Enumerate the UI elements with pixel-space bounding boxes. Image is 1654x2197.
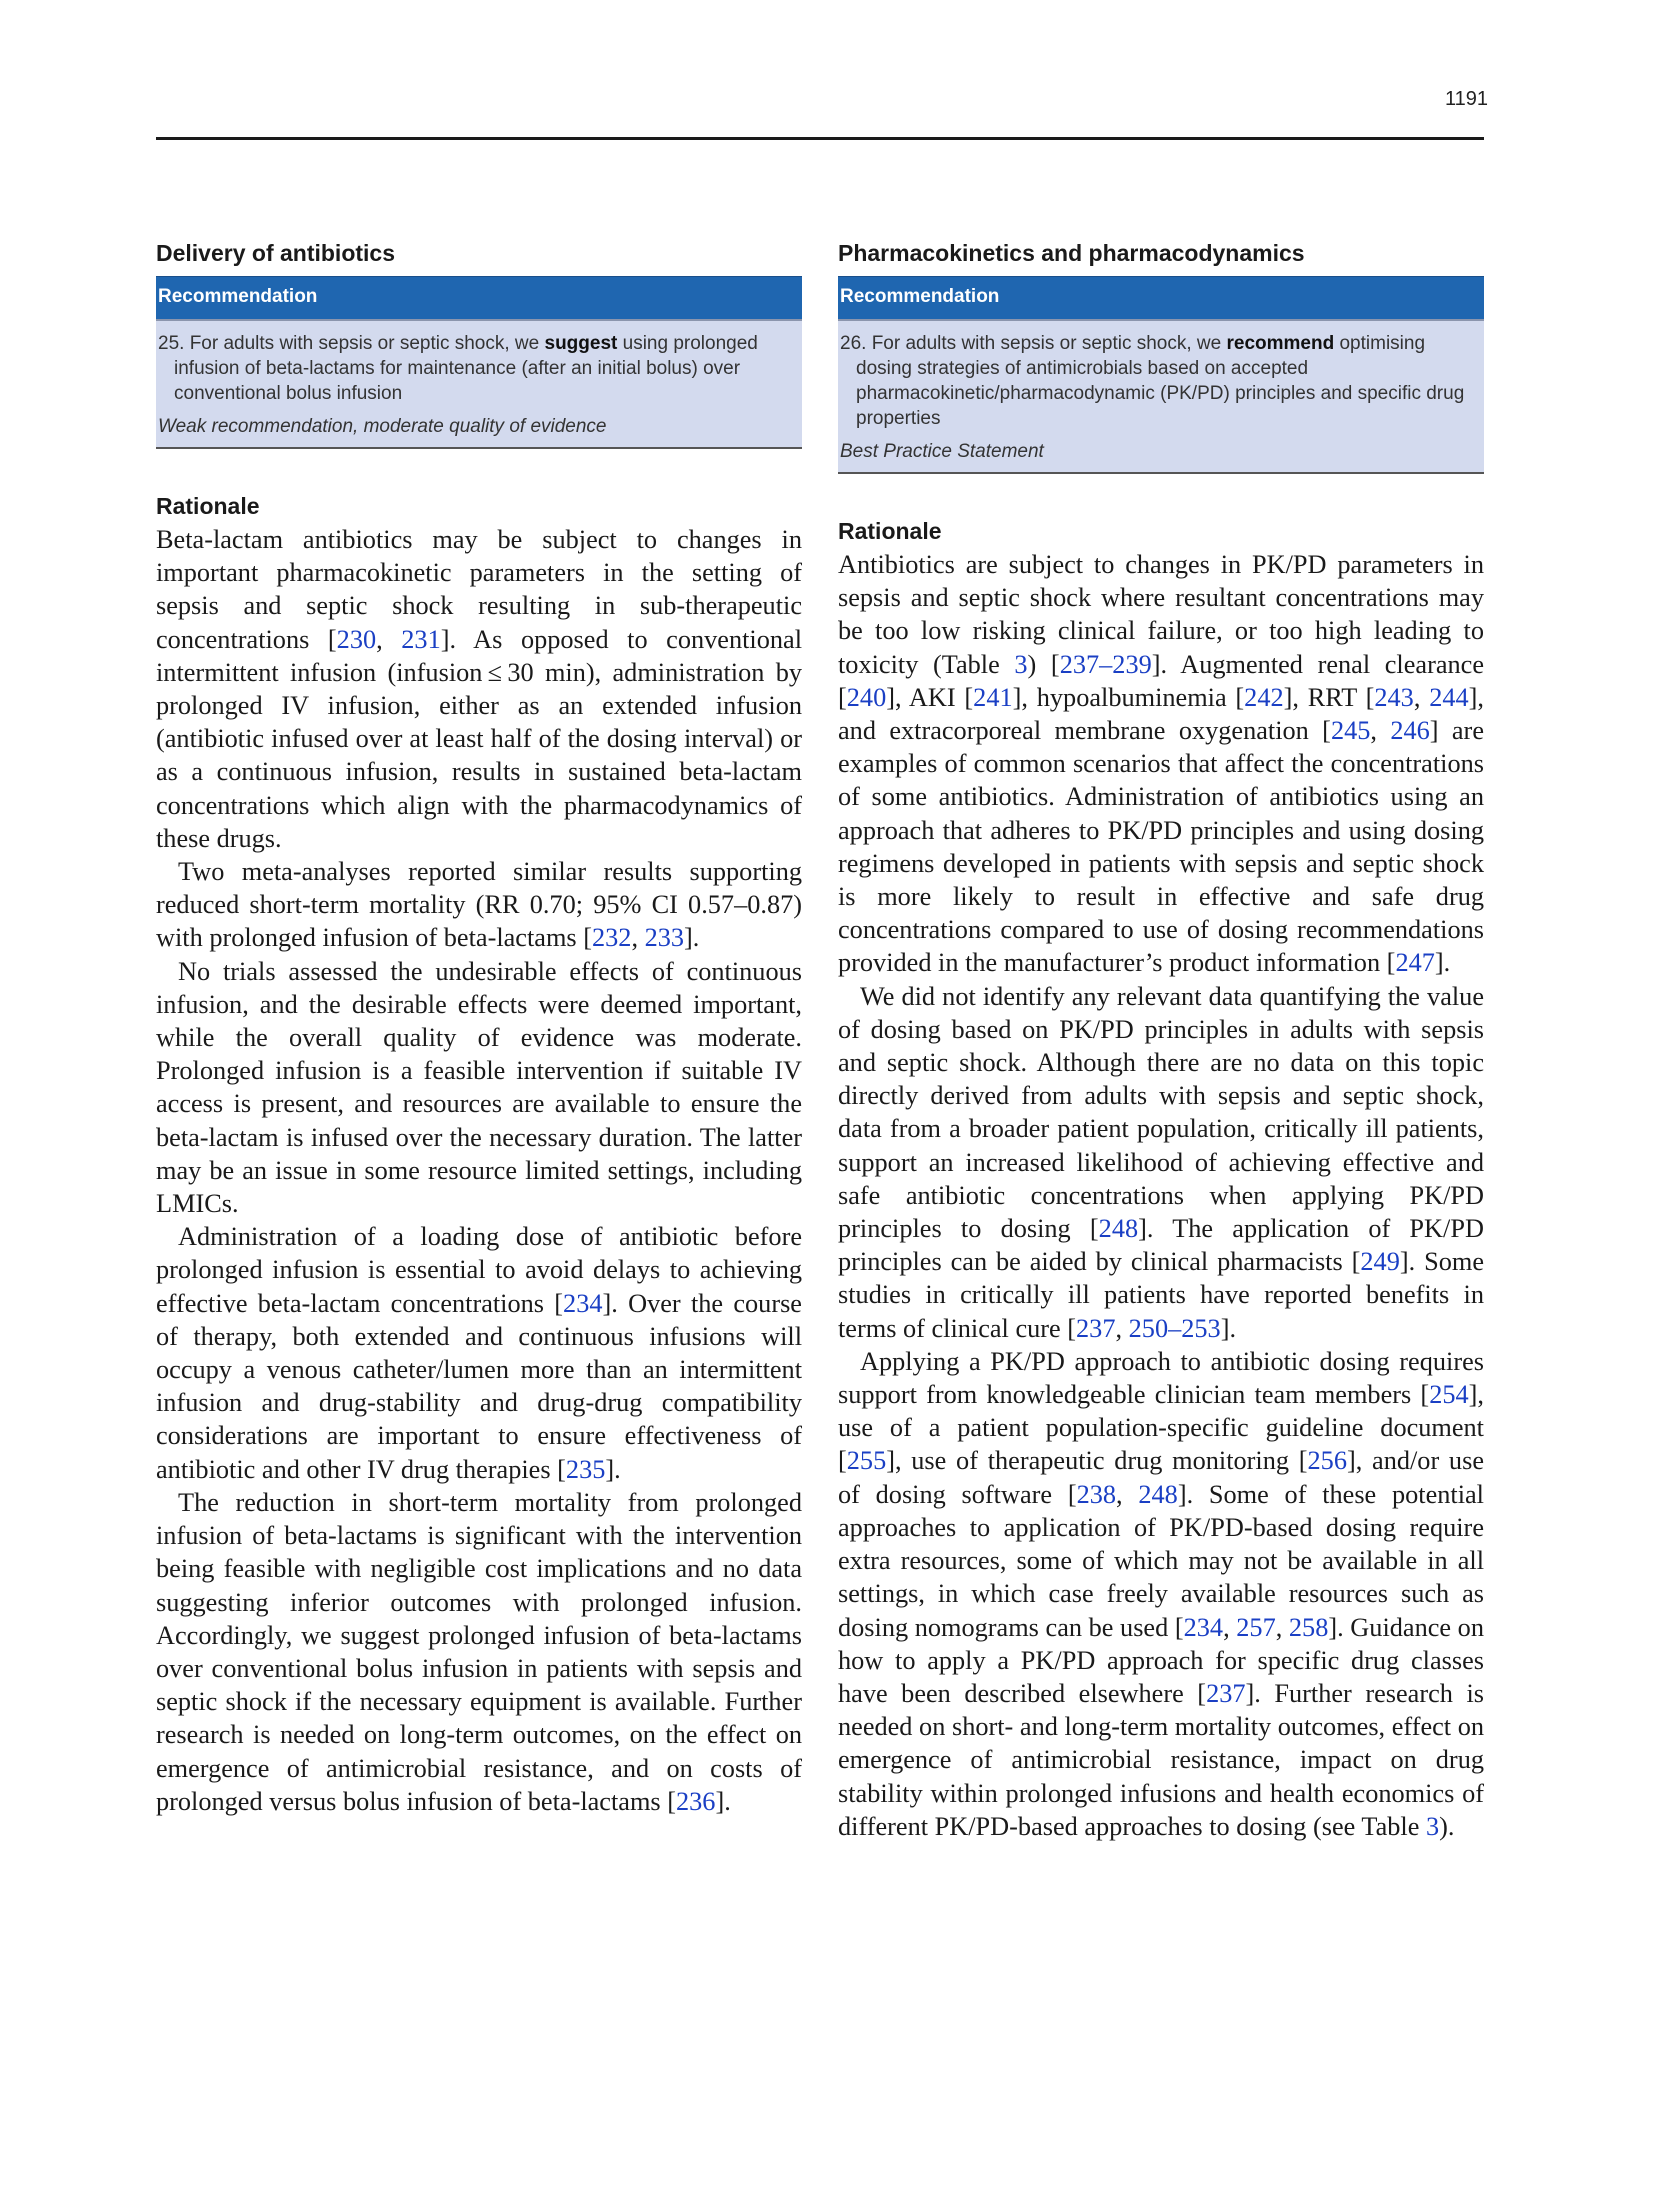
citation-link[interactable]: 234 (563, 1288, 603, 1318)
right-column (838, 238, 1484, 1843)
section-title-delivery: Delivery of antibiotics (156, 240, 396, 266)
section-title-pkpd: Pharmacokinetics and pharmacodynamics (838, 240, 1305, 266)
paragraph: Applying a PK/PD approach to antibiotic dosing requires support from knowledgeable clinician team members [254], use of a patient population-specific guideline document [255], use of therapeutic drug monitoring [256], and/or use of dosing software [238, 248]. Some of these potential approaches to application of PK/PD-based dosing require extra resources, some of which may not be available in all settings, in which case freely available resources such as dosing nomograms can be used [234, 257, 258]. Guidance on how to apply a PK/PD approach for specific drug classes have been described elsewhere [237]. Further research is needed on short- and long-term mortality outcomes, effect on emergence of antimicrobial resistance, impact on drug stability within prolonged infusions and health economics of different PK/PD-based approaches to dosing (see Table 3). (838, 1346, 1485, 1841)
rationale-heading: Rationale (838, 518, 942, 544)
paragraph: Antibiotics are subject to changes in PK/PD parameters in sepsis and septic shock where resultant concentrations may be too low risking clinical failure, or too high leading to toxicity (Table 3) [237–239]. Augmented renal clearance [240], AKI [241], hypoalbuminemia [242], RRT [243, 244], and extracorporeal membrane oxygenation [245, 246] are examples of common scenarios that affect the concentrations of some antibiotics. Administration of antibiotics using an approach that adheres to PK/PD principles and using dosing regimens developed in patients with sepsis and septic shock is more likely to result in effective and safe drug concentrations compared to use of dosing recommendations provided in the manufacturer’s product information [247]. (838, 550, 1485, 978)
rec-text-pre: 26. For adults with sepsis or septic shock, we (840, 333, 1227, 354)
rec-text-post: using prolonged infusion of beta-lactams for maintenance (after an initial bolus) over conventional bolus infusion (174, 333, 758, 404)
citation-link[interactable]: 232 (591, 923, 632, 953)
citation-link[interactable]: 245 (1330, 716, 1371, 746)
citation-link[interactable]: 248 (1098, 1214, 1139, 1244)
citation-link[interactable]: 244 (1429, 682, 1469, 712)
recommendation-body (838, 319, 1484, 474)
citation-link[interactable]: 246 (1390, 716, 1430, 746)
citation-link[interactable]: 237 (1076, 1313, 1116, 1343)
citation-link[interactable]: 250–253 (1128, 1313, 1221, 1343)
paragraph: Two meta-analyses reported similar results supporting reduced short-term mortality (RR 0.70; 95% CI 0.57–0.87) with prolonged infusion of beta-lactams [232, 233]. (156, 857, 802, 953)
rationale-heading: Rationale (156, 493, 260, 519)
citation-link[interactable]: 230 (336, 624, 377, 654)
recommendation-strength: Best Practice Statement (840, 441, 1044, 462)
rec-text-strength-word: recommend (1226, 333, 1335, 354)
citation-link[interactable]: 3 (1014, 649, 1028, 679)
recommendation-header: Recommendation (156, 276, 802, 319)
recommendation-header: Recommendation (838, 276, 1484, 319)
header-rule (156, 137, 1484, 140)
citation-link[interactable]: 255 (846, 1446, 887, 1476)
paragraph: Beta-lactam antibiotics may be subject to changes in important pharmacokinetic parameters in the setting of sepsis and septic shock resulting in sub-therapeutic concentrations [230, 231]. As opposed to conventional intermittent infusion (infusion ≤ 30 min), administration by prolonged IV infusion, either as an extended infusion (antibiotic infused over at least half of the dosing interval) or as a continuous infusion, results in sustained beta-lactam concentrations which align with the pharmacodynamics of these drugs. (156, 525, 802, 853)
citation-link[interactable]: 240 (846, 682, 887, 712)
citation-link[interactable]: 234 (1183, 1612, 1224, 1642)
citation-link[interactable]: 249 (1360, 1247, 1400, 1277)
recommendation-text (158, 331, 800, 406)
citation-link[interactable]: 238 (1076, 1479, 1117, 1509)
paragraph: The reduction in short-term mortality from prolonged infusion of beta-lactams is significant with the intervention being feasible with negligible cost implications and no data suggesting inferior outcomes with prolonged infusion. Accordingly, we suggest prolonged infusion of beta-lactams over conventional bolus infusion in patients with sepsis and septic shock if the necessary equipment is available. Further research is needed on long-term outcomes, on the effect on emergence of antimicrobial resistance, and on costs of prolonged versus bolus infusion of beta-lactams [236]. (156, 1487, 802, 1816)
citation-link[interactable]: 257 (1236, 1612, 1276, 1642)
citation-link[interactable]: 254 (1429, 1380, 1469, 1410)
citation-link[interactable]: 242 (1244, 682, 1284, 712)
paragraph: We did not identify any relevant data quantifying the value of dosing based on PK/PD principles in adults with sepsis and septic shock. Although there are no data on this topic directly derived from adults with sepsis and septic shock, data from a broader patient population, critically ill patients, support an increased likelihood of achieving effective and safe antibiotic concentrations when applying PK/PD principles to dosing [248]. The application of PK/PD principles can be aided by clinical pharmacists [249]. Some studies in critically ill patients have reported benefits in terms of clinical cure [237, 250–253]. (838, 981, 1484, 1343)
page-number: 1191 (1444, 88, 1488, 110)
recommendation-text (840, 331, 1482, 431)
citation-link[interactable]: 236 (675, 1786, 716, 1816)
recommendation-body (156, 319, 802, 449)
citation-link[interactable]: 235 (565, 1454, 606, 1484)
citation-link[interactable]: 256 (1307, 1446, 1347, 1476)
citation-link[interactable]: 233 (644, 923, 685, 953)
paragraph: Administration of a loading dose of antibiotic before prolonged infusion is essential to avoid delays to achieving effective beta-lactam concentrations [234]. Over the course of therapy, both extended and continuous infusions will occupy a venous catheter/lumen more than an intermittent infusion and drug-stability and drug-drug compatibility considerations are important to ensure effectiveness of antibiotic and other IV drug therapies [235]. (156, 1222, 802, 1484)
citation-link[interactable]: 248 (1138, 1479, 1178, 1509)
rec-text-post: optimising dosing strategies of antimicrobials based on accepted pharmacokinetic/pharmacodynamic (PK/PD) principles and specific drug properties (856, 333, 1465, 429)
citation-link[interactable]: 237–239 (1059, 649, 1152, 679)
citation-link[interactable]: 231 (401, 624, 441, 654)
recommendation-box-26 (838, 276, 1484, 474)
paragraph: No trials assessed the undesirable effects of continuous infusion, and the desirable effects were deemed important, while the overall quality of evidence was moderate. Prolonged infusion is a feasible intervention if suitable IV access is present, and resources are available to ensure the beta-lactam is infused over the necessary duration. The latter may be an issue in some resource limited settings, including LMICs. (156, 956, 802, 1219)
citation-link[interactable]: 241 (973, 682, 1013, 712)
rec-text-pre: 25. For adults with sepsis or septic shock, we (158, 333, 545, 354)
citation-link[interactable]: 237 (1206, 1678, 1246, 1708)
left-column (156, 238, 802, 1818)
citation-link[interactable]: 3 (1425, 1811, 1440, 1841)
recommendation-box-25 (156, 276, 802, 449)
citation-link[interactable]: 258 (1288, 1612, 1329, 1642)
citation-link[interactable]: 243 (1374, 682, 1414, 712)
rec-text-strength-word: suggest (544, 333, 618, 354)
recommendation-strength: Weak recommendation, moderate quality of evidence (158, 416, 607, 437)
citation-link[interactable]: 247 (1395, 948, 1435, 978)
